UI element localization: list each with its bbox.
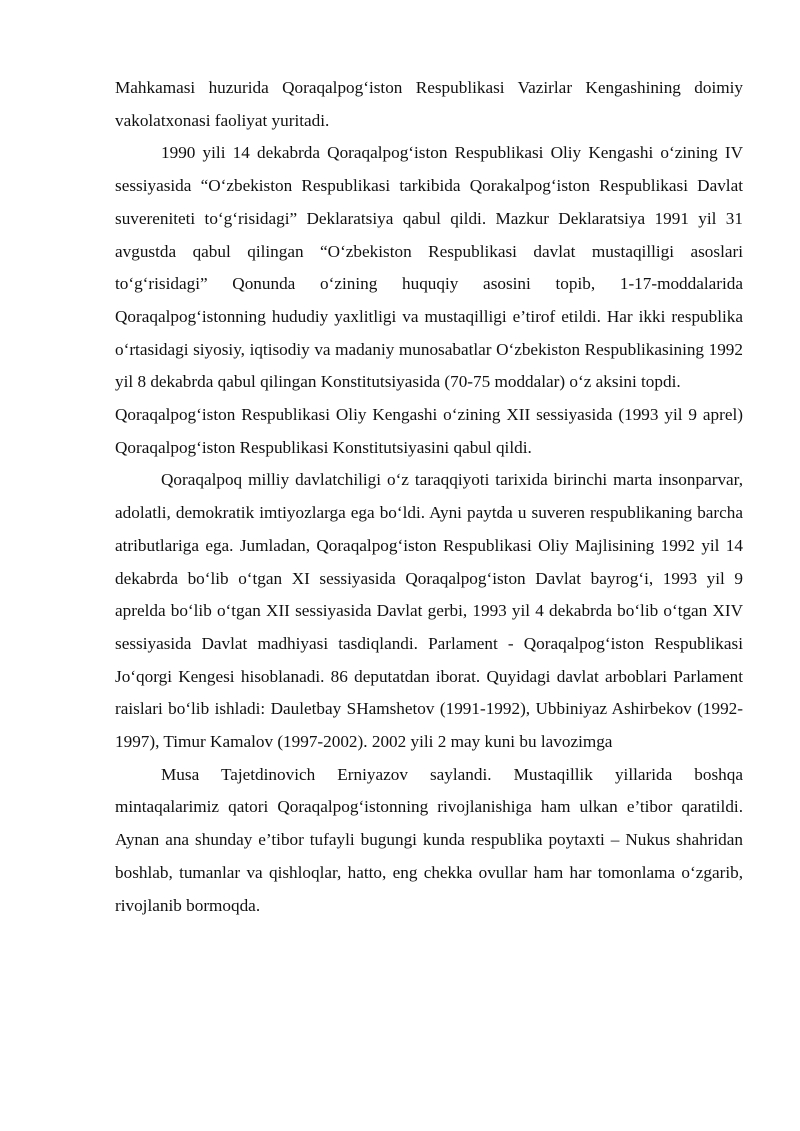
paragraph-statehood: Qoraqalpoq milliy davlatchiligi o‘z taraqqiyoti tarixida birinchi marta insonparvar, adolatli, demokratik imtiyozlarga ega bo‘ldi. Ayni paytda u suveren respublikaning barcha atributlariga ega. Jumladan, Qoraqalpog‘iston Respublikasi Oliy Majlisining 1992 yil 14 dekabrda bo‘lib o‘tgan XI sessiyasida Qoraqalpog‘iston Davlat bayrog‘i, 1993 yil 9 aprelda bo‘lib o‘tgan XII sessiyasida Davlat gerbi, 1993 yil 4 dekabrda bo‘lib o‘tgan XIV sessiyasida Davlat madhiyasi tasdiqlandi. Parlament - Qoraqalpog‘iston Respublikasi Jo‘qorgi Kengesi hisoblanadi. 86 deputatdan iborat. Quyidagi davlat arboblari Parlament raislari bo‘lib ishladi: Dauletbay SHamshetov (1991-1992), Ubbiniyaz Ashirbekov (1992-1997), Timur Kamalov (1997-2002). 2002 yili 2 may kuni bu lavozimga bbox=[115, 470, 743, 752]
paragraph-development: Musa Tajetdinovich Erniyazov saylandi. Mustaqillik yillarida boshqa mintaqalarimiz qatori Qoraqalpog‘istonning rivojlanishiga ham ulkan e’tibor qaratildi. Aynan ana shunday e’tibor tufayli bugungi kunda respublika poytaxti – Nukus shahridan boshlab, tumanlar va qishloqlar, hatto, eng chekka ovullar ham har tomonlama o‘zgarib, rivojlanib bormoqda. bbox=[115, 764, 743, 915]
paragraph-declaration: 1990 yili 14 dekabrda Qoraqalpog‘iston Respublikasi Oliy Kengashi o‘zining IV sessiyasida “O‘zbekiston Respublikasi tarkibida Qorakalpog‘iston Respublikasi Davlat suvereniteti to‘g‘risidagi” Deklaratsiya qabul qildi. Mazkur Deklaratsiya 1991 yil 31 avgustda qabul qilingan “O‘zbekiston Respublikasi davlat mustaqilligi asoslari to‘g‘risidagi” Qonunda o‘zining huquqiy asosini topib, 1-17-moddalarida Qoraqalpog‘istonning hududiy yaxlitligi va mustaqilligi e’tirof etildi. Har ikki respublika o‘rtasidagi siyosiy, iqtisodiy va madaniy munosabatlar O‘zbekiston Respublikasining 1992 yil 8 dekabrda qabul qilingan Konstitutsiyasida (70-75 moddalar) o‘z aksini topdi. bbox=[115, 143, 743, 392]
document-body bbox=[115, 72, 743, 922]
paragraph-continuation: Mahkamasi huzurida Qoraqalpog‘iston Respublikasi Vazirlar Kengashining doimiy vakolatxonasi faoliyat yuritadi. bbox=[115, 78, 743, 130]
paragraph-constitution: Qoraqalpog‘iston Respublikasi Oliy Kengashi o‘zining XII sessiyasida (1993 yil 9 aprel) Qoraqalpog‘iston Respublikasi Konstitutsiyasini qabul qildi. bbox=[115, 405, 743, 457]
